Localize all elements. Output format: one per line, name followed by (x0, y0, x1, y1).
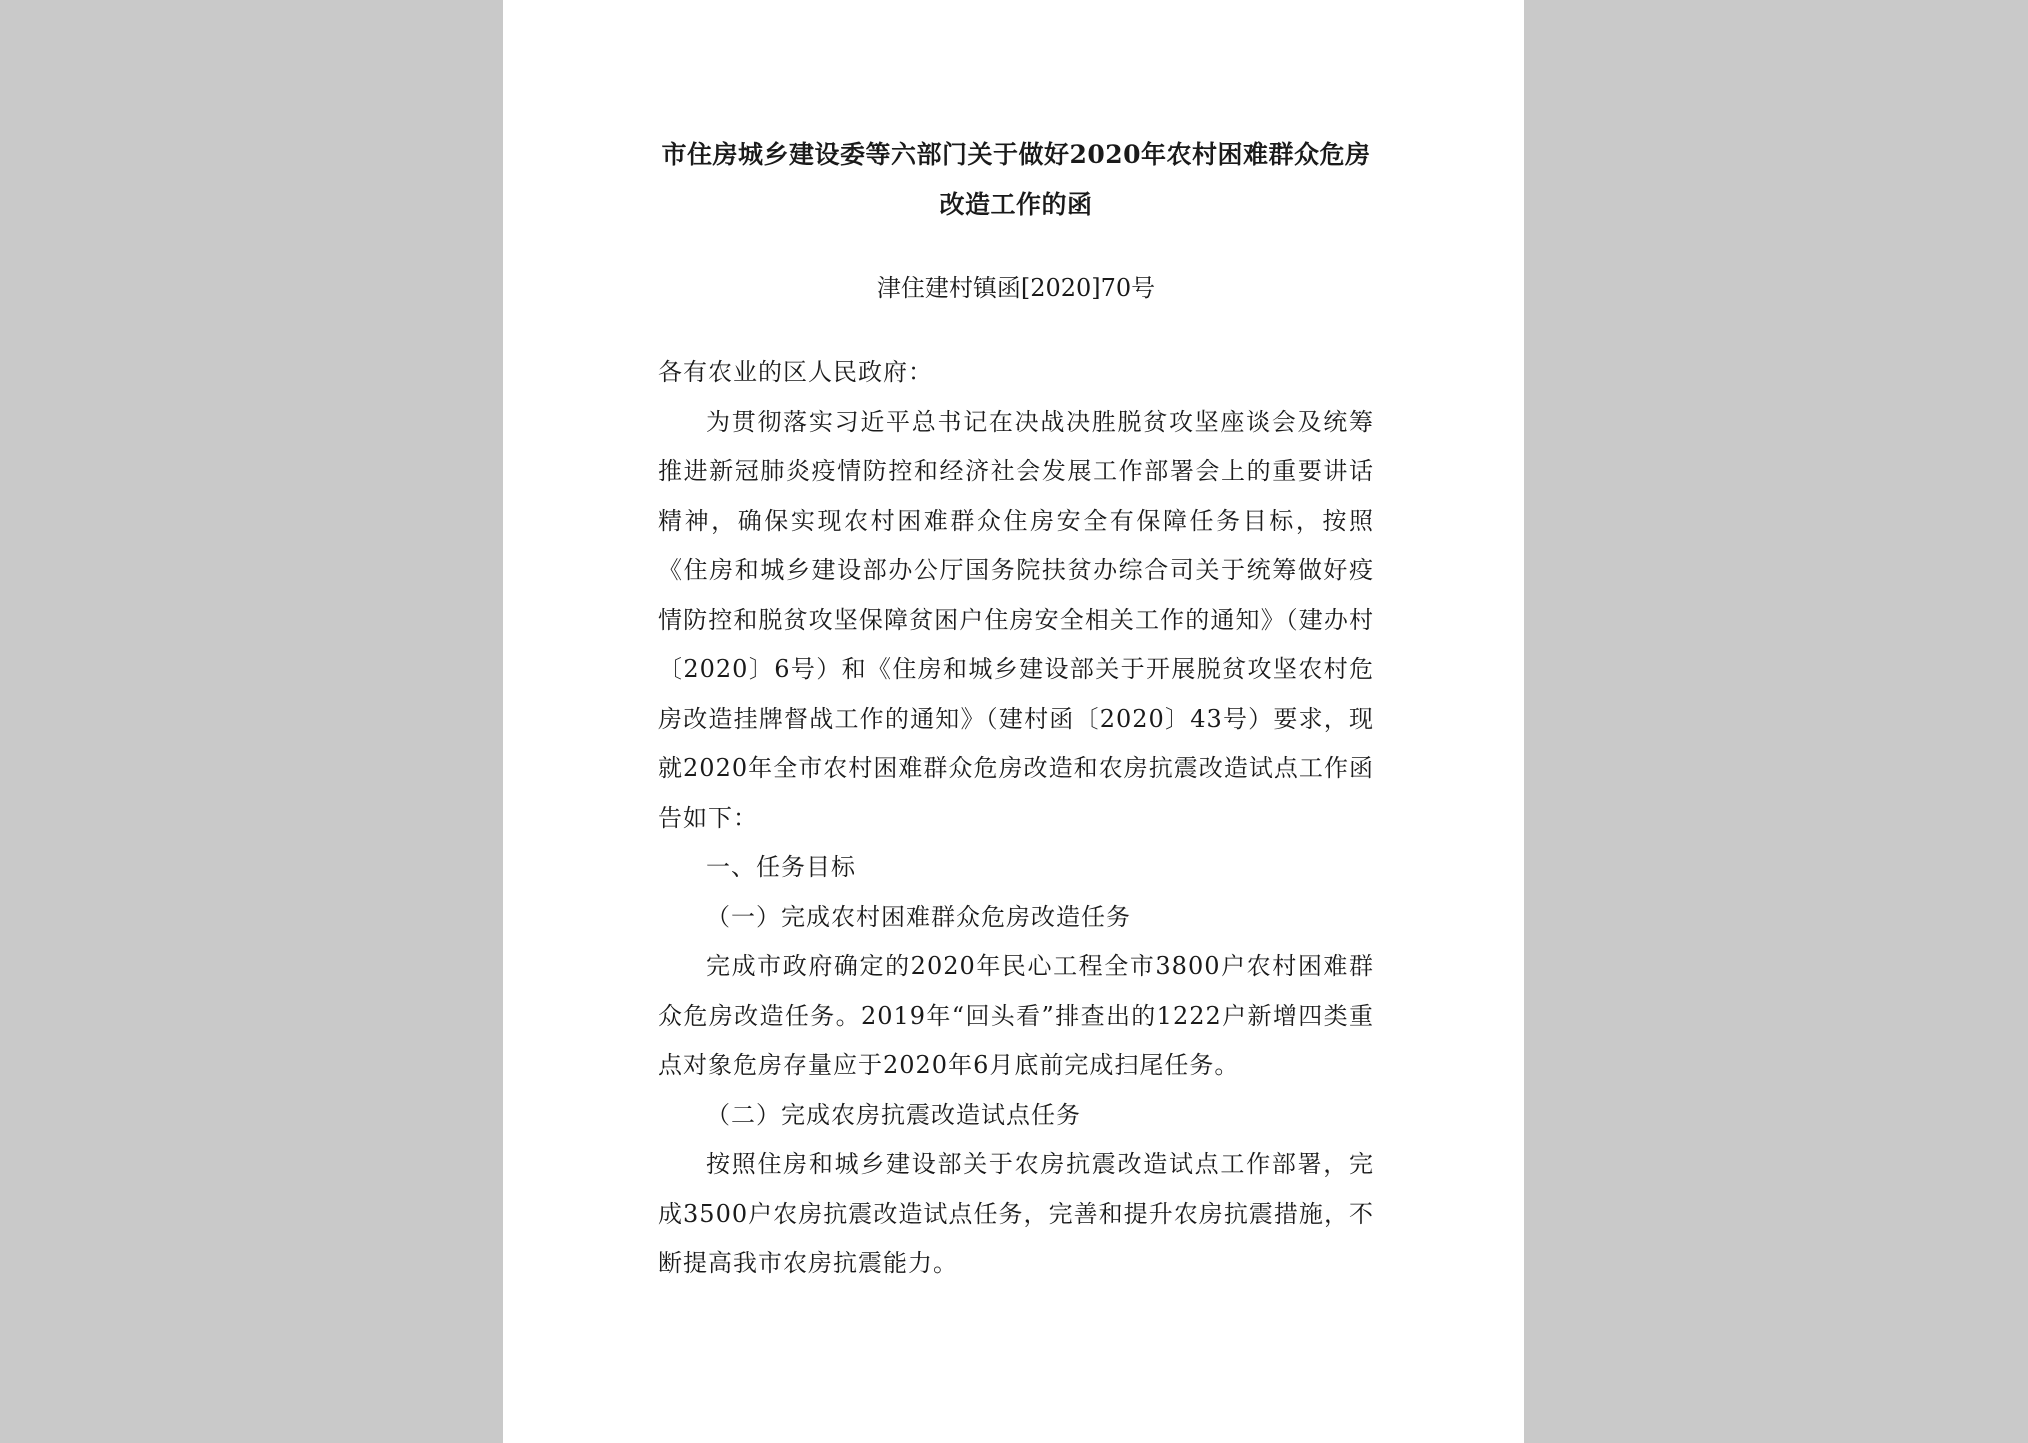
document-number: 津住建村镇函[2020]70号 (876, 274, 1156, 302)
section-heading-task-goals: 一、任务目标 (706, 853, 856, 881)
subsection-heading-1: （一）完成农村困难群众危房改造任务 (706, 902, 1131, 931)
salutation: 各有农业的区人民政府： (658, 358, 933, 386)
document-page (503, 0, 1524, 1443)
document-body (658, 348, 1374, 1289)
subsection-heading-2: （二）完成农房抗震改造试点任务 (706, 1100, 1081, 1129)
paragraph-subsection-2: 按照住房和城乡建设部关于农房抗震改造试点工作部署，完成3500户农房抗震改造试点任务，完善和提升农房抗震措施，不断提高我市农房抗震能力。 (658, 1150, 1374, 1277)
paragraph-intro: 为贯彻落实习近平总书记在决战决胜脱贫攻坚座谈会及统筹推进新冠肺炎疫情防控和经济社会发展工作部署会上的重要讲话精神，确保实现农村困难群众住房安全有保障任务目标，按照《住房和城乡建设部办公厅国务院扶贫办综合司关于统筹做好疫情防控和脱贫攻坚保障贫困户住房安全相关工作的通知》（建办村〔2020〕6号）和《住房和城乡建设部关于开展脱贫攻坚农村危房改造挂牌督战工作的通知》（建村函〔2020〕43号）要求，现就2020年全市农村困难群众危房改造和农房抗震改造试点工作函告如下： (658, 407, 1374, 832)
paragraph-subsection-1: 完成市政府确定的2020年民心工程全市3800户农村困难群众危房改造任务。2019年“回头看”排查出的1222户新增四类重点对象危房存量应于2020年6月底前完成扫尾任务。 (658, 952, 1374, 1079)
document-content (658, 130, 1374, 1289)
document-title-line-1: 市住房城乡建设委等六部门关于做好2020年农村困难群众危房 (661, 140, 1371, 169)
document-title-line-2: 改造工作的函 (939, 190, 1093, 219)
